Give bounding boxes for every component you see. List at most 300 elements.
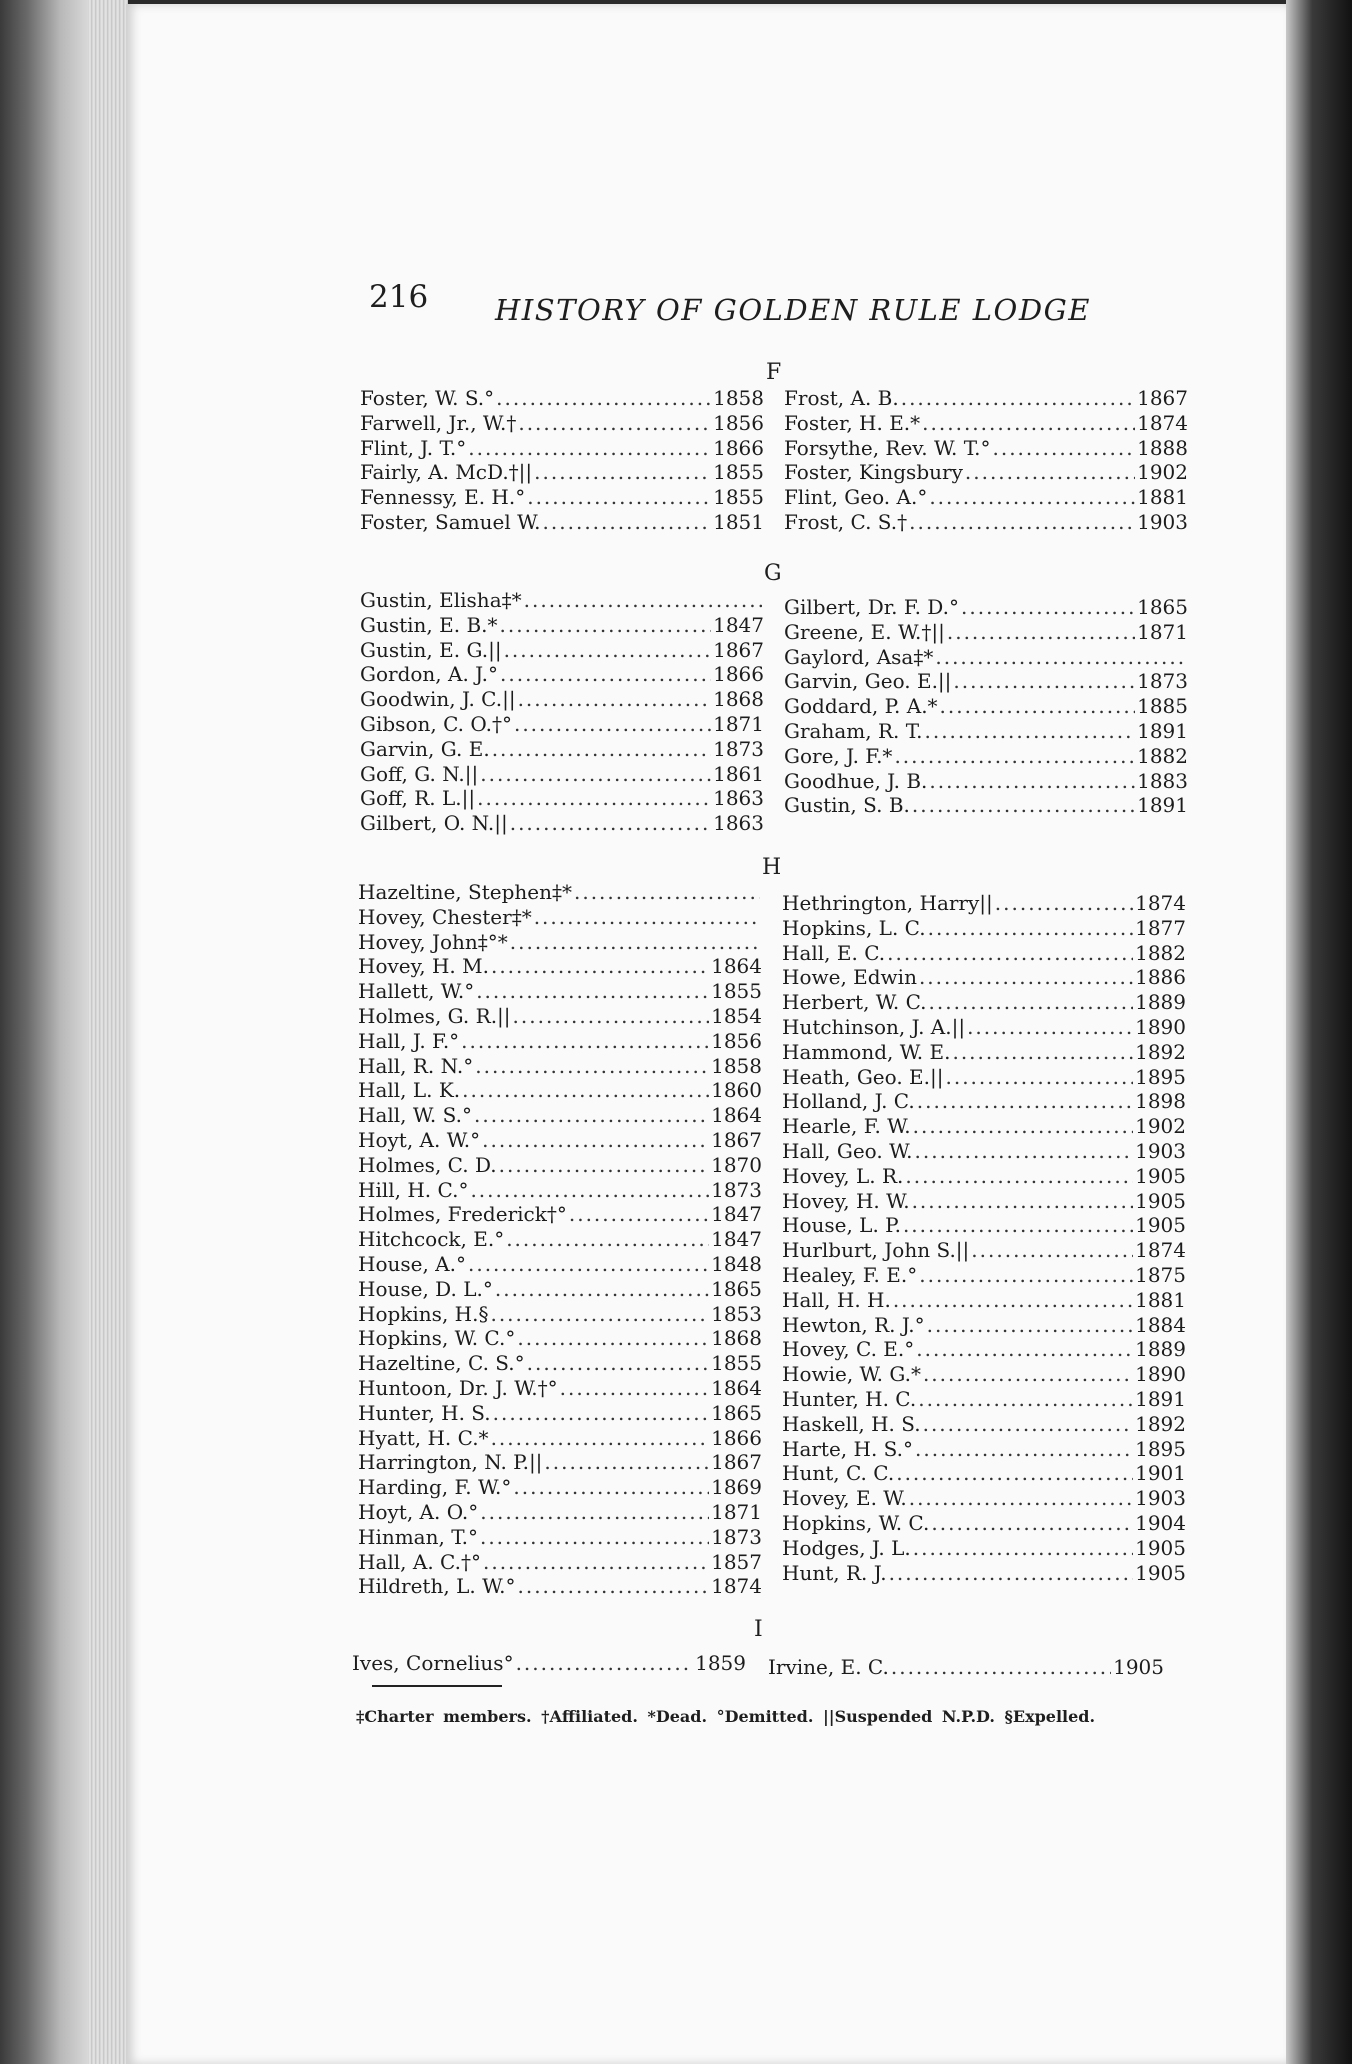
member-year: 1865 bbox=[1137, 595, 1188, 619]
member-name: Hall, L. K. bbox=[358, 1078, 461, 1103]
member-name: Hopkins, W. C.° bbox=[358, 1326, 516, 1351]
member-year: 1904 bbox=[1135, 1510, 1186, 1535]
member-year: 1882 bbox=[1137, 743, 1188, 768]
member-year: 1903 bbox=[1135, 1138, 1186, 1163]
member-name: House, L. P. bbox=[782, 1213, 901, 1238]
member-name: Gaylord, Asa‡* bbox=[784, 644, 934, 669]
section-f-right-column bbox=[784, 386, 1188, 535]
member-year: 1864 bbox=[711, 1375, 762, 1400]
dot-leader bbox=[490, 1302, 709, 1327]
member-name: Graham, R. T. bbox=[784, 718, 923, 743]
member-name: Hyatt, H. C.* bbox=[358, 1425, 489, 1450]
dot-leader bbox=[929, 990, 1134, 1015]
page-number: 216 bbox=[369, 279, 429, 315]
member-entry bbox=[360, 712, 764, 737]
member-entry bbox=[358, 1426, 762, 1451]
member-name: Gibson, C. O.†° bbox=[360, 711, 512, 736]
section-g-right-column bbox=[784, 595, 1188, 818]
member-year: 1873 bbox=[711, 1524, 762, 1549]
dot-leader bbox=[903, 1213, 1133, 1238]
dot-leader bbox=[909, 510, 1135, 535]
member-year: 1847 bbox=[711, 1202, 762, 1227]
dot-leader bbox=[971, 1238, 1133, 1263]
member-entry bbox=[782, 1362, 1186, 1387]
dot-leader bbox=[923, 1362, 1133, 1387]
member-name: Hazeltine, C. S.° bbox=[358, 1351, 525, 1376]
section-letter-h: H bbox=[762, 855, 782, 880]
member-entry bbox=[784, 694, 1188, 719]
member-entry bbox=[784, 436, 1188, 461]
running-title: HISTORY OF GOLDEN RULE LODGE bbox=[495, 293, 1091, 327]
section-i-left-column bbox=[352, 1651, 746, 1676]
member-name: Hall, J. F.° bbox=[358, 1028, 460, 1053]
member-year: 1905 bbox=[1135, 1560, 1186, 1585]
member-name: Flint, Geo. A.° bbox=[784, 485, 928, 510]
dot-leader bbox=[495, 1277, 709, 1302]
dot-leader bbox=[513, 1475, 709, 1500]
section-h-right-column bbox=[782, 891, 1186, 1585]
member-name: Gore, J. F.* bbox=[784, 743, 893, 768]
member-entry bbox=[782, 1337, 1186, 1362]
member-entry bbox=[358, 930, 762, 955]
dot-leader bbox=[924, 719, 1135, 744]
member-year: 1874 bbox=[1137, 410, 1188, 435]
dot-leader bbox=[518, 411, 711, 436]
member-year: 1863 bbox=[713, 786, 764, 811]
member-name: Gustin, Elisha‡* bbox=[360, 588, 522, 612]
dot-leader bbox=[927, 1313, 1133, 1338]
member-entry bbox=[358, 1302, 762, 1327]
dot-leader bbox=[931, 1511, 1133, 1536]
dot-leader bbox=[569, 1202, 709, 1227]
member-year: 1867 bbox=[711, 1450, 762, 1475]
dot-leader bbox=[947, 620, 1135, 645]
dot-leader bbox=[534, 460, 711, 485]
member-name: Haskell, H. S. bbox=[782, 1411, 921, 1436]
member-name: Ives, Cornelius° bbox=[352, 1651, 514, 1675]
member-name: Holmes, G. R.|| bbox=[358, 1003, 511, 1028]
member-entry bbox=[358, 1153, 762, 1178]
member-name: Hovey, H. W. bbox=[782, 1188, 910, 1213]
dot-leader bbox=[527, 485, 711, 510]
dot-leader bbox=[482, 1128, 709, 1153]
member-entry bbox=[358, 1475, 762, 1500]
member-year: 1889 bbox=[1135, 990, 1186, 1015]
member-name: Hovey, C. E.° bbox=[782, 1337, 915, 1362]
member-name: Fairly, A. McD.†|| bbox=[360, 460, 533, 485]
member-name: Hopkins, L. C. bbox=[782, 915, 926, 940]
member-name: Gilbert, O. N.|| bbox=[360, 811, 508, 836]
member-entry bbox=[358, 1178, 762, 1203]
dot-leader bbox=[952, 1040, 1133, 1065]
member-entry bbox=[768, 1655, 1164, 1680]
member-year: 1891 bbox=[1137, 718, 1188, 743]
member-entry bbox=[782, 990, 1186, 1015]
member-entry bbox=[784, 793, 1188, 818]
member-name: Hurlburt, John S.|| bbox=[782, 1238, 970, 1263]
member-name: Hovey, L. R. bbox=[782, 1163, 904, 1188]
dot-leader bbox=[476, 979, 709, 1004]
member-year: 1874 bbox=[1135, 1238, 1186, 1263]
member-year: 1890 bbox=[1135, 1362, 1186, 1387]
dot-leader bbox=[940, 694, 1136, 719]
member-year: 1905 bbox=[1135, 1213, 1186, 1238]
member-entry bbox=[782, 965, 1186, 990]
member-year: 1891 bbox=[1137, 793, 1188, 818]
dot-leader bbox=[916, 1337, 1133, 1362]
member-name: Healey, F. E.° bbox=[782, 1262, 918, 1287]
member-entry bbox=[358, 1029, 762, 1054]
member-year: 1866 bbox=[713, 662, 764, 687]
member-year: 1858 bbox=[713, 386, 764, 410]
dot-leader bbox=[483, 1550, 709, 1575]
member-entry bbox=[360, 588, 764, 613]
member-name: Hearle, F. W. bbox=[782, 1114, 911, 1139]
member-year: 1871 bbox=[1137, 619, 1188, 644]
member-entry bbox=[360, 485, 764, 510]
dot-leader bbox=[491, 1426, 710, 1451]
dot-leader bbox=[499, 1153, 709, 1178]
member-year: 1854 bbox=[711, 1003, 762, 1028]
member-entry bbox=[782, 1486, 1186, 1511]
member-name: Goodhue, J. B. bbox=[784, 768, 928, 793]
member-name: Goddard, P. A.* bbox=[784, 694, 938, 719]
member-name: Hoyt, A. O.° bbox=[358, 1499, 479, 1524]
member-year: 1864 bbox=[711, 954, 762, 979]
member-name: Foster, W. S.° bbox=[360, 386, 495, 410]
member-entry bbox=[784, 460, 1188, 485]
member-year: 1877 bbox=[1135, 915, 1186, 940]
dot-leader bbox=[492, 737, 711, 762]
member-year: 1892 bbox=[1135, 1039, 1186, 1064]
member-name: Hammond, W. E. bbox=[782, 1039, 951, 1064]
dot-leader bbox=[913, 1114, 1133, 1139]
dot-leader bbox=[480, 1500, 709, 1525]
dot-leader bbox=[923, 1412, 1134, 1437]
member-entry bbox=[782, 1238, 1186, 1263]
member-year: 1882 bbox=[1135, 940, 1186, 965]
dot-leader bbox=[929, 485, 1135, 510]
footnote-rule bbox=[372, 1685, 502, 1687]
member-entry bbox=[784, 769, 1188, 794]
section-i-right-column bbox=[768, 1655, 1164, 1680]
member-year: 1881 bbox=[1137, 485, 1188, 510]
dot-leader bbox=[896, 1461, 1133, 1486]
member-name: House, A.° bbox=[358, 1251, 466, 1276]
member-entry bbox=[358, 1401, 762, 1426]
member-year: 1902 bbox=[1135, 1114, 1186, 1139]
member-entry bbox=[782, 1461, 1186, 1486]
member-year: 1867 bbox=[711, 1127, 762, 1152]
member-name: Irvine, E. C. bbox=[768, 1655, 889, 1679]
dot-leader bbox=[480, 762, 711, 787]
member-year: 1871 bbox=[711, 1499, 762, 1524]
member-entry bbox=[784, 485, 1188, 510]
dot-leader bbox=[889, 1561, 1134, 1586]
member-year: 1867 bbox=[713, 637, 764, 662]
member-name: Hall, Geo. W. bbox=[782, 1138, 913, 1163]
member-name: Holmes, Frederick†° bbox=[358, 1202, 567, 1227]
dot-leader bbox=[477, 786, 711, 811]
member-name: Hopkins, H.§ bbox=[358, 1301, 489, 1326]
dot-leader bbox=[500, 662, 711, 687]
member-name: Gordon, A. J.° bbox=[360, 662, 498, 687]
member-name: Goff, G. N.|| bbox=[360, 761, 479, 786]
dot-leader bbox=[574, 880, 760, 905]
member-year: 1889 bbox=[1135, 1337, 1186, 1362]
member-year: 1851 bbox=[713, 509, 764, 534]
member-name: Hovey, E. W. bbox=[782, 1486, 907, 1511]
member-name: Herbert, W. C. bbox=[782, 990, 927, 1015]
member-year: 1895 bbox=[1135, 1436, 1186, 1461]
member-entry bbox=[358, 1376, 762, 1401]
member-year: 1855 bbox=[713, 485, 764, 510]
dot-leader bbox=[905, 1164, 1133, 1189]
member-entry bbox=[784, 386, 1188, 411]
dot-leader bbox=[953, 669, 1135, 694]
section-g-left-column bbox=[360, 588, 764, 836]
dot-leader bbox=[513, 1004, 710, 1029]
member-entry bbox=[360, 386, 764, 411]
member-year: 1905 bbox=[1135, 1163, 1186, 1188]
member-name: Holland, J. C. bbox=[782, 1089, 915, 1114]
member-year: 1903 bbox=[1135, 1486, 1186, 1511]
member-entry bbox=[782, 1015, 1186, 1040]
member-year: 1866 bbox=[711, 1425, 762, 1450]
member-entry bbox=[358, 1004, 762, 1029]
member-year: 1864 bbox=[711, 1103, 762, 1128]
member-year: 1848 bbox=[711, 1251, 762, 1276]
member-name: Hopkins, W. C. bbox=[782, 1510, 930, 1535]
member-entry bbox=[782, 1536, 1186, 1561]
member-name: Hall, W. S.° bbox=[358, 1103, 472, 1128]
member-name: Gilbert, Dr. F. D.° bbox=[784, 595, 959, 619]
member-name: Harrington, N. P.|| bbox=[358, 1450, 543, 1475]
member-year: 1855 bbox=[711, 1351, 762, 1376]
member-name: Hall, A. C.†° bbox=[358, 1549, 481, 1574]
member-year: 1905 bbox=[1135, 1535, 1186, 1560]
member-entry bbox=[360, 762, 764, 787]
dot-leader bbox=[967, 1015, 1133, 1040]
member-name: Garvin, Geo. E.|| bbox=[784, 669, 952, 694]
member-entry bbox=[784, 744, 1188, 769]
member-entry bbox=[360, 613, 764, 638]
member-year: 1905 bbox=[1135, 1188, 1186, 1213]
member-name: Hunter, H. C. bbox=[782, 1386, 917, 1411]
member-year: 1895 bbox=[1135, 1064, 1186, 1089]
member-name: Greene, E. W.†|| bbox=[784, 619, 945, 644]
dot-leader bbox=[965, 460, 1135, 485]
member-entry bbox=[358, 1277, 762, 1302]
member-name: Gustin, E. G.|| bbox=[360, 637, 502, 662]
member-year: 1883 bbox=[1137, 768, 1188, 793]
dot-leader bbox=[560, 1376, 709, 1401]
member-name: Frost, A. B. bbox=[784, 386, 899, 410]
member-name: Foster, Kingsbury bbox=[784, 460, 963, 485]
member-name: Hovey, John‡°* bbox=[358, 929, 508, 954]
dot-leader bbox=[891, 1655, 1111, 1680]
member-year: 1868 bbox=[713, 687, 764, 712]
dot-leader bbox=[912, 1189, 1134, 1214]
member-year: 1855 bbox=[713, 460, 764, 485]
member-name: Heath, Geo. E.|| bbox=[782, 1064, 944, 1089]
dot-leader bbox=[901, 386, 1135, 411]
dot-leader bbox=[915, 1437, 1133, 1462]
member-year: 1858 bbox=[711, 1053, 762, 1078]
member-entry bbox=[358, 979, 762, 1004]
member-name: Forsythe, Rev. W. T.° bbox=[784, 435, 991, 460]
dot-leader bbox=[500, 613, 712, 638]
member-entry bbox=[360, 638, 764, 663]
member-name: Hall, H. H. bbox=[782, 1287, 891, 1312]
dot-leader bbox=[935, 645, 1186, 670]
dot-leader bbox=[919, 965, 1133, 990]
member-year: 1873 bbox=[713, 736, 764, 761]
dot-leader bbox=[887, 941, 1133, 966]
dot-leader bbox=[527, 1351, 709, 1376]
member-year: 1863 bbox=[713, 811, 764, 836]
member-year: 1873 bbox=[711, 1177, 762, 1202]
member-name: Hunt, C. C. bbox=[782, 1461, 895, 1486]
member-name: Hovey, Chester‡* bbox=[358, 904, 532, 929]
dot-leader bbox=[961, 595, 1135, 620]
dot-leader bbox=[510, 930, 760, 955]
member-year: 1874 bbox=[711, 1574, 762, 1599]
member-year: 1861 bbox=[713, 761, 764, 786]
dot-leader bbox=[922, 411, 1135, 436]
dot-leader bbox=[915, 1139, 1134, 1164]
member-entry bbox=[782, 891, 1186, 916]
member-entry bbox=[358, 1351, 762, 1376]
member-name: Hewton, R. J.° bbox=[782, 1312, 925, 1337]
member-name: Gustin, E. B.* bbox=[360, 612, 498, 637]
dot-leader bbox=[543, 510, 712, 535]
dot-leader bbox=[534, 905, 760, 930]
member-entry bbox=[358, 954, 762, 979]
member-entry bbox=[782, 1189, 1186, 1214]
member-year: 1903 bbox=[1137, 509, 1188, 534]
member-name: Frost, C. S.† bbox=[784, 509, 908, 534]
member-entry bbox=[358, 1252, 762, 1277]
dot-leader bbox=[504, 638, 712, 663]
dot-leader bbox=[524, 588, 762, 613]
dot-leader bbox=[480, 1525, 709, 1550]
member-entry bbox=[782, 1437, 1186, 1462]
member-year: 1898 bbox=[1135, 1089, 1186, 1114]
member-name: House, D. L.° bbox=[358, 1276, 493, 1301]
dot-leader bbox=[518, 687, 712, 712]
member-year: 1874 bbox=[1135, 891, 1186, 915]
dot-leader bbox=[918, 1387, 1133, 1412]
member-name: Foster, Samuel W. bbox=[360, 509, 541, 534]
member-entry bbox=[782, 941, 1186, 966]
member-entry bbox=[782, 1040, 1186, 1065]
member-name: Hall, E. C. bbox=[782, 940, 886, 965]
dot-leader bbox=[929, 769, 1135, 794]
member-entry bbox=[782, 1065, 1186, 1090]
member-entry bbox=[358, 1525, 762, 1550]
member-name: Goff, R. L.|| bbox=[360, 786, 476, 811]
dot-leader bbox=[496, 386, 711, 411]
dot-leader bbox=[945, 1065, 1133, 1090]
member-entry bbox=[782, 1511, 1186, 1536]
member-name: Harding, F. W.° bbox=[358, 1475, 512, 1500]
section-f-left-column bbox=[360, 386, 764, 535]
member-year: 1847 bbox=[713, 612, 764, 637]
member-entry bbox=[784, 719, 1188, 744]
member-year: 1856 bbox=[711, 1028, 762, 1053]
member-entry bbox=[782, 1114, 1186, 1139]
member-entry bbox=[782, 1164, 1186, 1189]
member-entry bbox=[360, 662, 764, 687]
member-name: Gustin, S. B. bbox=[784, 793, 910, 818]
member-year: 1869 bbox=[711, 1475, 762, 1500]
dot-leader bbox=[510, 811, 711, 836]
section-h-left-column bbox=[358, 880, 762, 1599]
member-entry bbox=[358, 1574, 762, 1599]
member-name: Fennessy, E. H.° bbox=[360, 485, 526, 510]
dot-leader bbox=[893, 1288, 1133, 1313]
member-entry bbox=[782, 1412, 1186, 1437]
member-year: 1884 bbox=[1135, 1312, 1186, 1337]
member-entry bbox=[358, 1078, 762, 1103]
right-margin-shadow bbox=[1286, 0, 1352, 2064]
member-name: Hunt, R. J. bbox=[782, 1560, 887, 1585]
member-entry bbox=[358, 1103, 762, 1128]
member-entry bbox=[360, 436, 764, 461]
dot-leader bbox=[544, 1450, 709, 1475]
member-entry bbox=[358, 1128, 762, 1153]
member-year: 1873 bbox=[1137, 669, 1188, 694]
dot-leader bbox=[462, 1078, 709, 1103]
member-entry bbox=[784, 510, 1188, 535]
member-name: Hodges, J. L. bbox=[782, 1535, 911, 1560]
member-year: 1871 bbox=[713, 711, 764, 736]
member-entry bbox=[358, 1326, 762, 1351]
member-year: 1905 bbox=[1113, 1655, 1164, 1679]
member-year: 1860 bbox=[711, 1078, 762, 1103]
member-name: Hutchinson, J. A.|| bbox=[782, 1014, 966, 1039]
member-year: 1856 bbox=[713, 410, 764, 435]
member-year: 1865 bbox=[711, 1276, 762, 1301]
member-name: Hill, H. C.° bbox=[358, 1177, 469, 1202]
member-entry bbox=[358, 1450, 762, 1475]
dot-leader bbox=[909, 1486, 1133, 1511]
member-name: Foster, H. E.* bbox=[784, 410, 921, 435]
member-name: Farwell, Jr., W.† bbox=[360, 410, 517, 435]
member-entry bbox=[782, 1561, 1186, 1586]
member-name: Huntoon, Dr. J. W.†° bbox=[358, 1375, 558, 1400]
member-year: 1888 bbox=[1137, 435, 1188, 460]
member-entry bbox=[358, 905, 762, 930]
member-year: 1885 bbox=[1137, 694, 1188, 719]
member-entry bbox=[784, 669, 1188, 694]
member-entry bbox=[358, 1550, 762, 1575]
dot-leader bbox=[516, 1651, 694, 1676]
section-letter-g: G bbox=[764, 561, 782, 586]
member-year: 1875 bbox=[1135, 1262, 1186, 1287]
member-entry bbox=[358, 1227, 762, 1252]
member-entry bbox=[784, 645, 1188, 670]
member-name: Hunter, H. S. bbox=[358, 1400, 491, 1425]
member-entry bbox=[360, 510, 764, 535]
member-entry bbox=[360, 786, 764, 811]
member-name: Hildreth, L. W.° bbox=[358, 1574, 516, 1599]
dot-leader bbox=[468, 1252, 709, 1277]
dot-leader bbox=[992, 436, 1135, 461]
member-name: Hovey, H. M. bbox=[358, 954, 489, 979]
dot-leader bbox=[506, 1227, 709, 1252]
